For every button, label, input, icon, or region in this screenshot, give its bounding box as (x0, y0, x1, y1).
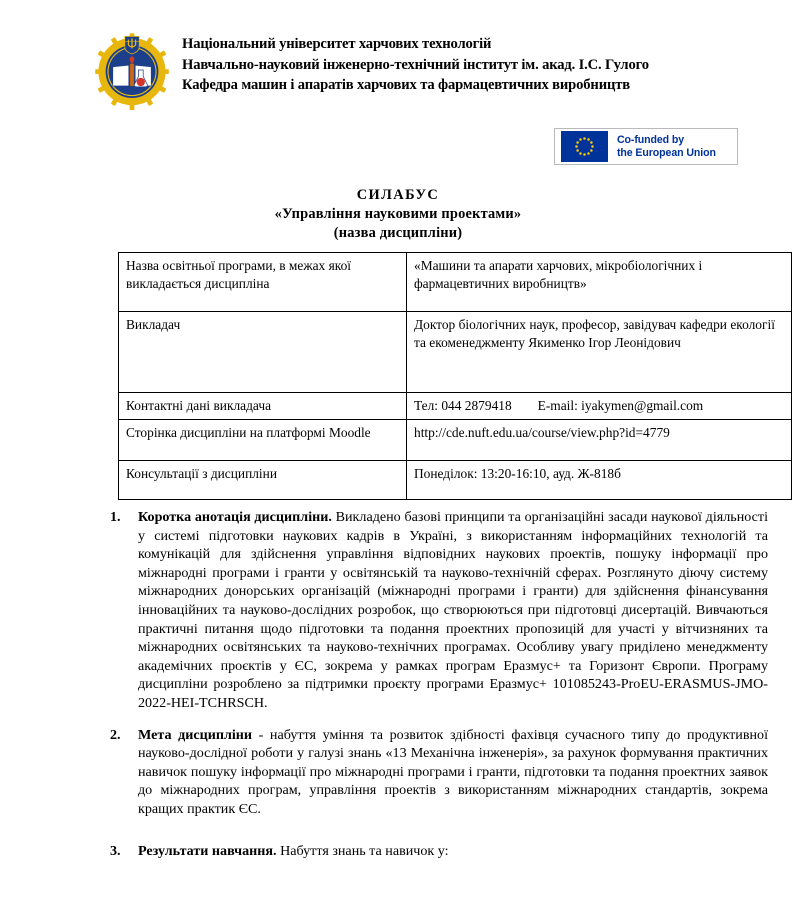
table-row (119, 419, 792, 460)
section-item-outcomes (110, 842, 768, 861)
section-heading-3: Результати навчання. (138, 842, 277, 859)
section-text-3: Набуття знань та навичок у: (276, 842, 449, 859)
table-row (119, 460, 792, 499)
section-text-2: - набуття уміння та розвиток здібності фахівця сучасного типу до продуктивної науково-дослідної роботи у галузі знань «13 Механічна інженерія», за рахунок формування практичних навичок пошуку інформації про міжнародні програми і гранти, підготовки та подання проектних заявок до міжнародних програм, управління проектів з використанням міжнародних стандартів, зокрема кращих практик ЄС. (138, 726, 769, 817)
university-emblem-icon (92, 30, 172, 110)
table-row (119, 312, 792, 393)
eu-badge-line-1: Co-funded by (617, 133, 685, 146)
university-name-line-1: Національний університет харчових технологій (182, 36, 492, 52)
table-cell-label-consultations: Консультації з дисципліни (119, 460, 407, 499)
eu-badge-line-2: the European Union (617, 146, 716, 159)
university-header-text (182, 34, 782, 96)
document-header (0, 26, 796, 118)
table-cell-label-moodle: Сторінка дисципліни на платформі Moodle (119, 419, 407, 460)
table-cell-value-moodle-url[interactable]: http://cde.nuft.edu.ua/course/view.php?id=4779 (407, 419, 792, 460)
table-cell-label-program: Назва освітньої програми, в межах якої викладається дисципліна (119, 253, 407, 312)
eu-cofunded-badge (554, 128, 738, 165)
section-text-1: Викладено базові принципи та організаційні засади наукової діяльності у системі підготовки наукових кадрів в Україні, з використанням інформаційних технологій та комунікацій для здійснення управління відповідних наукових проектів, пошуку інформації про міжнародні програми і гранти у освітянській та науково-технічній сферах. Розглянуто діючу систему міжнародних донорських організацій (міжнародні програми і гранти) для здійснення фінансування інноваційних та науково-дослідних розробок, що створюються при підготовці дисертацій. Вивчаються практичні питання щодо підготовки та подання проектних пропозицій для участі у вітчизняних та міжнародних освітянських та науково-технічних програмах. Особливу увагу приділено менеджменту академічних проєктів у ЄС, зокрема у рамках програм Еразмус+ та Горизонт Європи. Програму дисципліни розроблено за підтримки проєкту програми Еразмус+ 101085243-ProEU-ERASMUS-JMO-2022-HEI-TCHRSCH. (138, 509, 768, 711)
section-item-annotation (110, 508, 768, 713)
table-cell-label-contacts: Контактні дані викладача (119, 393, 407, 420)
course-info-table (118, 252, 792, 500)
eu-flag-icon (561, 131, 608, 162)
title-subtitle: (назва дисципліни) (333, 225, 463, 241)
section-heading-1: Коротка анотація дисципліни. (138, 509, 332, 525)
department-name-line-3: Кафедра машин і апаратів харчових та фармацевтичних виробництв (182, 77, 630, 93)
table-row (119, 253, 792, 312)
table-cell-value-contacts (407, 393, 792, 420)
section-number-1: 1. (110, 509, 121, 525)
title-syllabus: СИЛАБУС (356, 187, 440, 203)
section-heading-2: Мета дисципліни (138, 726, 253, 743)
document-title-block (0, 186, 796, 243)
table-cell-value-instructor: Доктор біологічних наук, професор, завідувач кафедри екології та екоменеджменту Якименко Ігор Леонідович (407, 312, 792, 393)
section-number-2: 2. (110, 726, 121, 743)
table-cell-label-instructor: Викладач (119, 312, 407, 393)
institute-name-line-2: Навчально-науковий інженерно-технічний інститут ім. акад. І.С. Гулого (182, 56, 649, 73)
table-row (119, 393, 792, 420)
university-logo (92, 30, 172, 110)
section-number-3: 3. (110, 842, 121, 859)
eu-badge-text (617, 134, 716, 159)
table-cell-value-consultations: Понеділок: 13:20-16:10, ауд. Ж-818б (407, 460, 792, 499)
title-course-name: «Управління науковими проектами» (274, 206, 522, 222)
section-item-goal (110, 726, 768, 819)
table-cell-value-program: «Машини та апарати харчових, мікробіологічних і фармацевтичних виробництв» (407, 253, 792, 312)
instructor-phone: Тел: 044 2879418 (414, 398, 512, 413)
instructor-email: E-mail: iyakymen@gmail.com (537, 398, 704, 413)
eu-stars-circle-icon (561, 131, 608, 162)
syllabus-sections (110, 508, 768, 873)
